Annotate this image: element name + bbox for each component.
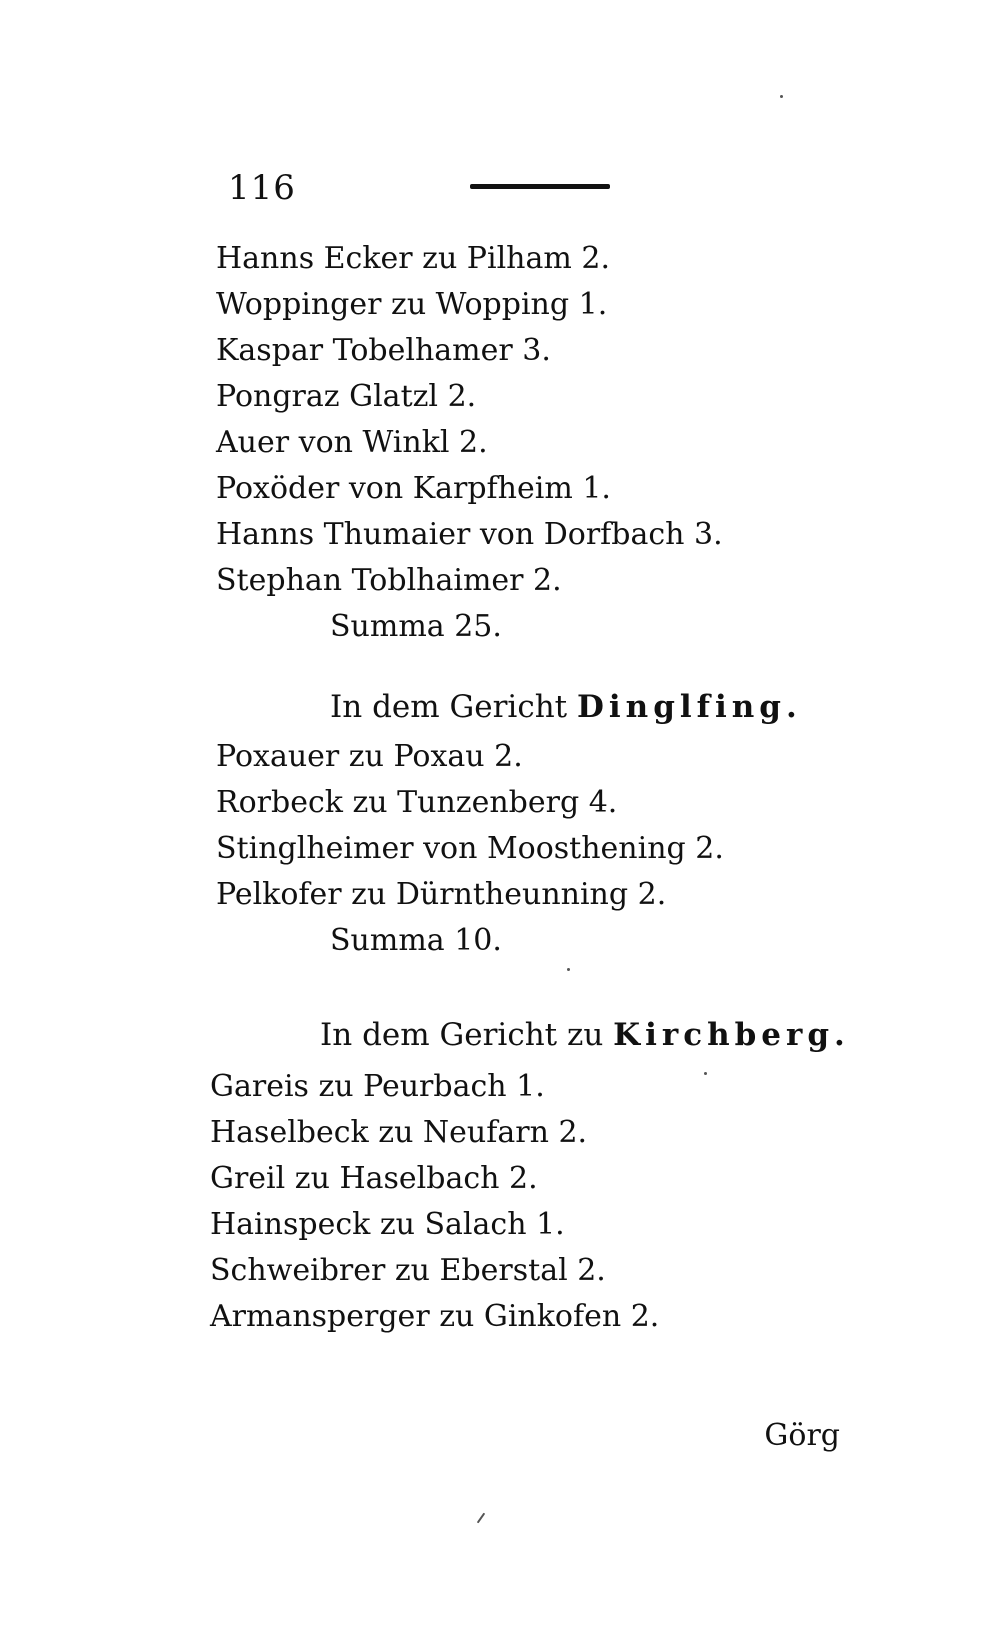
scan-speck	[704, 1072, 707, 1075]
list-item: Hanns Ecker zu Pilham 2.	[216, 241, 610, 276]
list-item: Stephan Toblhaimer 2.	[216, 563, 562, 598]
scan-speck	[780, 95, 783, 98]
list-item: Greil zu Haselbach 2.	[210, 1161, 538, 1196]
list-item: Hanns Thumaier von Dorfbach 3.	[216, 517, 723, 552]
list-item: Pelkofer zu Dürntheunning 2.	[216, 877, 667, 912]
scan-speck	[567, 968, 570, 971]
list-item: Gareis zu Peurbach 1.	[210, 1069, 545, 1104]
summa-line: Summa 10.	[330, 923, 502, 958]
list-item: Kaspar Tobelhamer 3.	[216, 333, 551, 368]
list-item: Woppinger zu Wopping 1.	[216, 287, 608, 322]
section-heading	[330, 689, 802, 725]
list-item: Schweibrer zu Eberstal 2.	[210, 1253, 606, 1288]
catchword: Görg	[764, 1418, 840, 1453]
summa-line: Summa 25.	[330, 609, 502, 644]
page-number: 116	[228, 168, 296, 208]
scan-speck	[477, 1513, 486, 1524]
list-item: Stinglheimer von Moosthening 2.	[216, 831, 724, 866]
heading-place: Kirchberg.	[613, 1017, 850, 1053]
list-item: Auer von Winkl 2.	[216, 425, 488, 460]
heading-prefix: In dem Gericht	[330, 689, 568, 725]
list-item: Hainspeck zu Salach 1.	[210, 1207, 565, 1242]
list-item: Pongraz Glatzl 2.	[216, 379, 477, 414]
list-item: Poxöder von Karpfheim 1.	[216, 471, 611, 506]
section-heading	[320, 1017, 850, 1053]
list-item: Haselbeck zu Neufarn 2.	[210, 1115, 588, 1150]
list-item: Rorbeck zu Tunzenberg 4.	[216, 785, 618, 820]
list-item: Armansperger zu Ginkofen 2.	[210, 1299, 660, 1334]
heading-place: Dinglfing.	[577, 689, 802, 725]
heading-prefix: In dem Gericht zu	[320, 1017, 604, 1053]
list-item: Poxauer zu Poxau 2.	[216, 739, 523, 774]
header-rule	[470, 184, 610, 189]
